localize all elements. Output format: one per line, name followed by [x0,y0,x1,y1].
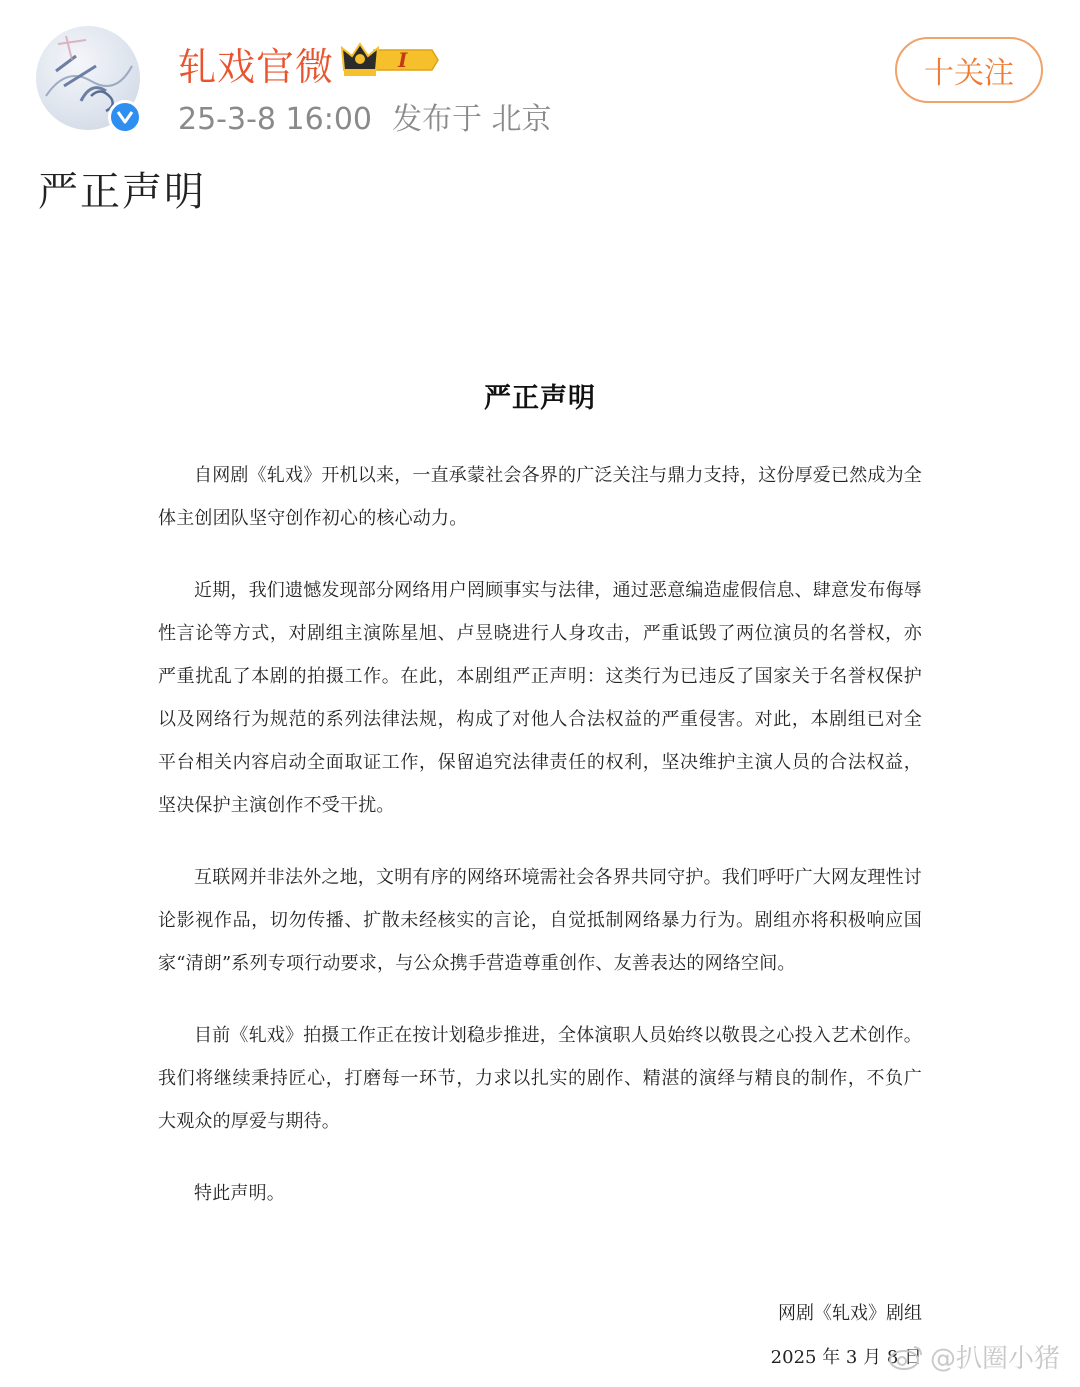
vip-badge [340,40,440,84]
document-paragraph: 近期，我们遗憾发现部分网络用户罔顾事实与法律，通过恶意编造虚假信息、肆意发布侮辱性言论等方式，对剧组主演陈星旭、卢昱晓进行人身攻击，严重诋毁了两位演员的名誉权，亦严重扰乱了本剧的拍摄工作。在此，本剧组严正声明：这类行为已违反了国家关于名誉权保护以及网络行为规范的系列法律法规，构成了对他人合法权益的严重侵害。对此，本剧组已对全平台相关内容启动全面取证工作，保留追究法律责任的权利，坚决维护主演人员的合法权益，坚决保护主演创作不受干扰。 [158,580,922,816]
watermark-text: @扒圈小猪 [930,1344,1061,1374]
post-text: 严正声明 [38,169,206,215]
document-paragraph: 自网剧《轧戏》开机以来，一直承蒙社会各界的广泛关注与鼎力支持，这份厚爱已然成为全体主创团队坚守创作初心的核心动力。 [158,465,922,529]
document-signature: 网剧《轧戏》剧组 [778,1303,922,1324]
document-paragraph: 特此声明。 [194,1183,285,1204]
document-paragraph: 目前《轧戏》拍摄工作正在按计划稳步推进，全体演职人员始终以敬畏之心投入艺术创作。我们将继续秉持匠心，打磨每一环节，力求以扎实的剧作、精湛的演绎与精良的制作，不负广大观众的厚爱与期待。 [158,1025,922,1132]
post-date: 25-3-8 16:00 [178,102,372,137]
post-meta [178,94,552,138]
document-paragraph: 互联网并非法外之地，文明有序的网络环境需社会各界共同守护。我们呼吁广大网友理性讨论影视作品，切勿传播、扩散未经核实的言论，自觉抵制网络暴力行为。剧组亦将积极响应国家“清朗”系列专项行动要求，与公众携手营造尊重创作、友善表达的网络空间。 [158,867,922,974]
post-location: 发布于 北京 [392,102,552,137]
document-body [158,454,922,1244]
vip-level: I [398,48,408,72]
crown-icon [340,40,440,80]
weibo-logo-icon [888,1343,924,1371]
document-sign-date: 2025 年 3 月 8 日 [770,1347,922,1368]
follow-button[interactable]: 十关注 [895,37,1043,103]
watermark [888,1338,1060,1375]
verified-icon [108,100,142,134]
username[interactable]: 轧戏官微 [178,45,335,89]
document-title: 严正声明 [484,383,596,414]
